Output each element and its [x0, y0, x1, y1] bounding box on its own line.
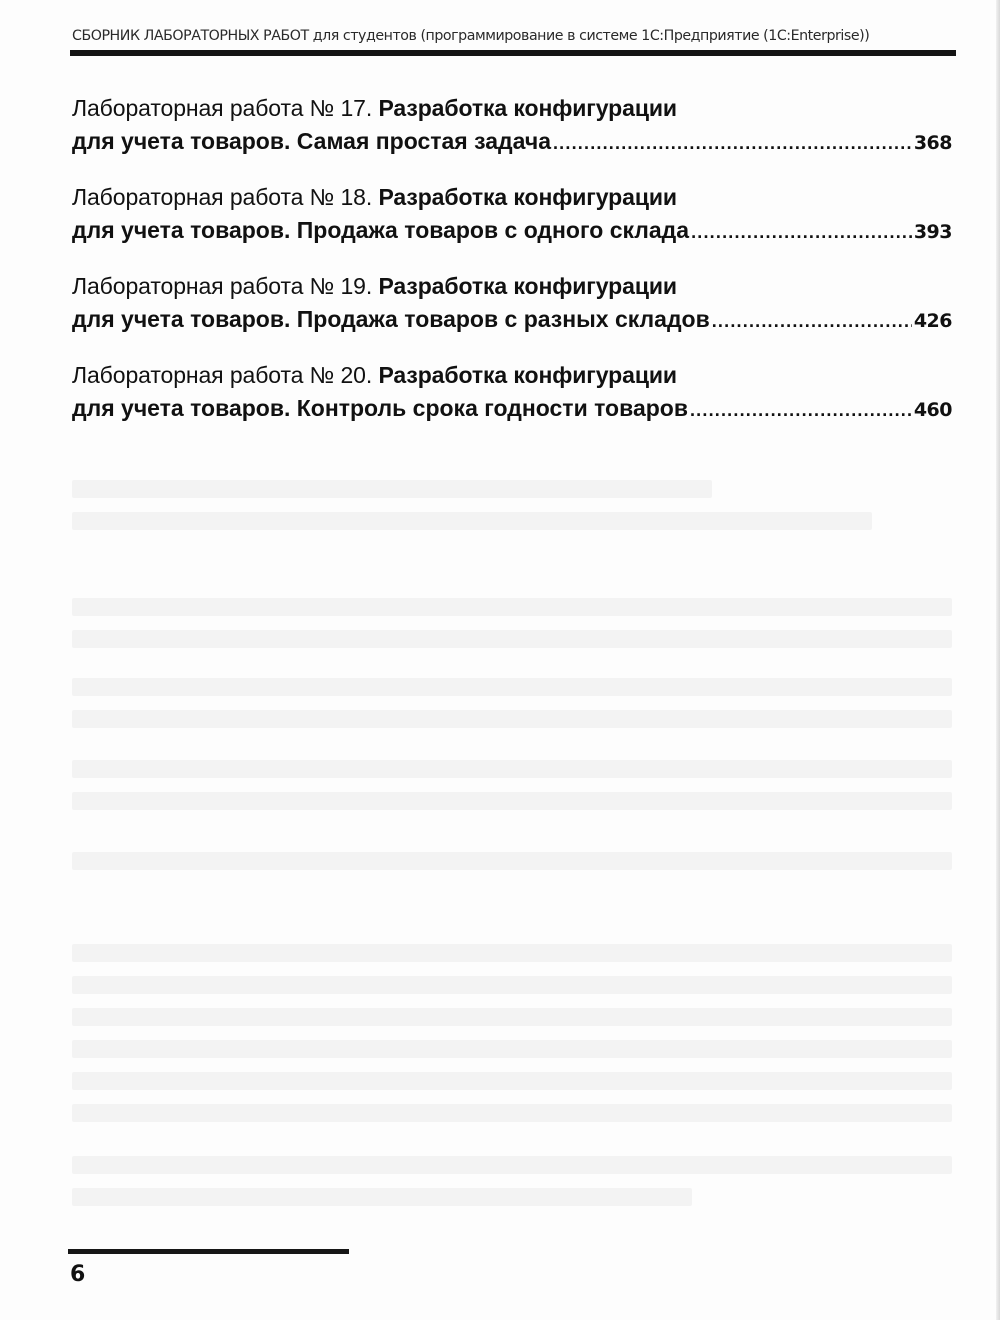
show-through-artifact [72, 1188, 692, 1206]
toc-entry-prefix: Лабораторная работа № 19. [72, 273, 373, 299]
footer-rule [68, 1249, 349, 1254]
show-through-artifact [72, 852, 952, 870]
show-through-artifact [72, 1008, 952, 1026]
show-through-artifact [72, 976, 952, 994]
table-of-contents [72, 92, 952, 448]
running-header: СБОРНИК ЛАБОРАТОРНЫХ РАБОТ для студентов (программирование в системе 1С:Предприятие (1С:Enterprise)) [72, 28, 870, 44]
toc-page-number: 368 [913, 132, 952, 154]
show-through-artifact [72, 598, 952, 616]
show-through-artifact [72, 480, 712, 498]
show-through-artifact [72, 1040, 952, 1058]
toc-entry-title: Разработка конфигурации [378, 273, 677, 299]
toc-entry-title: Разработка конфигурации [378, 362, 677, 388]
toc-entry-prefix: Лабораторная работа № 18. [72, 184, 373, 210]
toc-entry-title: Разработка конфигурации [378, 184, 677, 210]
toc-entry-line1 [72, 359, 952, 392]
show-through-artifact [72, 1156, 952, 1174]
toc-entry-title-cont: для учета товаров. Продажа товаров с одного склада [72, 217, 690, 243]
show-through-artifact [72, 760, 952, 778]
dot-leader [712, 305, 912, 338]
toc-entry-title-cont: для учета товаров. Самая простая задача [72, 128, 551, 154]
toc-entry-line2 [72, 125, 952, 160]
show-through-artifact [72, 512, 872, 530]
show-through-artifact [72, 944, 952, 962]
dot-leader [690, 394, 912, 427]
toc-entry-line1 [72, 92, 952, 125]
header-rule [70, 50, 956, 56]
toc-page-number: 460 [913, 399, 952, 421]
toc-entry-title-cont: для учета товаров. Продажа товаров с разных складов [72, 306, 710, 332]
toc-entry-line1 [72, 270, 952, 303]
toc-entry-line2 [72, 303, 952, 338]
show-through-artifact [72, 710, 952, 728]
show-through-artifact [72, 1072, 952, 1090]
page-edge-shadow [996, 0, 1000, 1320]
toc-entry-line1 [72, 181, 952, 214]
dot-leader [553, 127, 912, 160]
toc-entry-18[interactable] [72, 181, 952, 249]
toc-entry-17[interactable] [72, 92, 952, 160]
show-through-artifact [72, 630, 952, 648]
toc-entry-line2 [72, 214, 952, 249]
show-through-artifact [72, 678, 952, 696]
toc-entry-prefix: Лабораторная работа № 17. [72, 95, 373, 121]
toc-entry-title: Разработка конфигурации [378, 95, 677, 121]
show-through-artifact [72, 1104, 952, 1122]
toc-entry-19[interactable] [72, 270, 952, 338]
show-through-artifact [72, 792, 952, 810]
toc-entry-20[interactable] [72, 359, 952, 427]
toc-entry-prefix: Лабораторная работа № 20. [72, 362, 373, 388]
toc-entry-line2 [72, 392, 952, 427]
dot-leader [691, 216, 912, 249]
toc-entry-title-cont: для учета товаров. Контроль срока годности товаров [72, 395, 688, 421]
toc-page-number: 426 [913, 310, 952, 332]
toc-page-number: 393 [913, 221, 952, 243]
page-number: 6 [70, 1262, 86, 1287]
